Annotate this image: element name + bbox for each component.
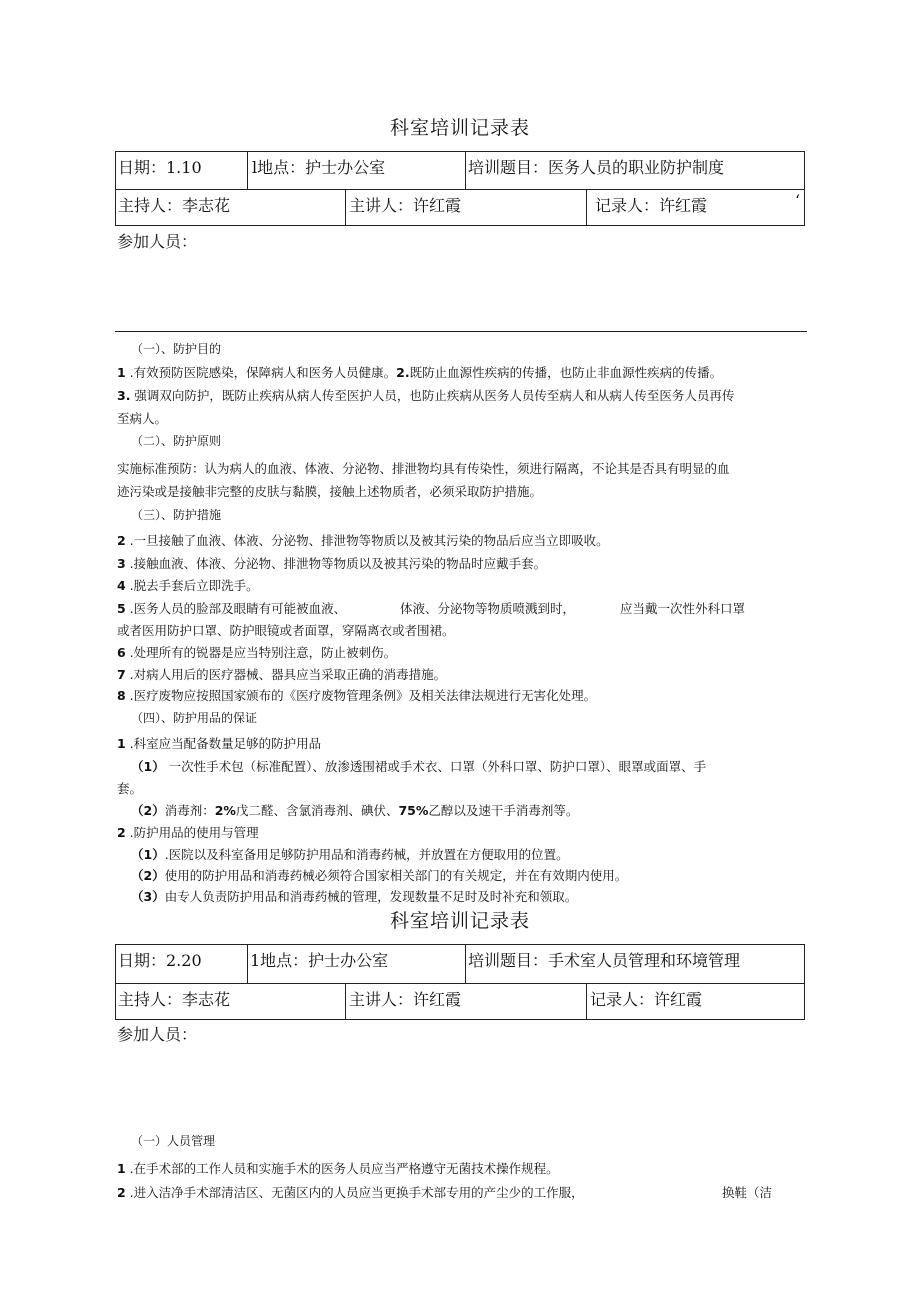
section-heading: （一）、防护目的 — [131, 342, 222, 356]
list-item: 1 .科室应当配备数量足够的防护用品 — [117, 736, 322, 751]
record1-host: 主持人：李志花 — [118, 196, 231, 215]
record2-participants: 参加人员： — [117, 1025, 198, 1044]
record2-recorder: 记录人：许红霞 — [590, 990, 703, 1009]
list-item: 或者医用防护口罩、防护眼镜或者面罩，穿隔离衣或者围裙。 — [117, 623, 455, 638]
list-item: 4 .脱去手套后立即洗手。 — [117, 578, 259, 593]
record2-topic: 培训题目：手术室人员管理和环境管理 — [468, 951, 741, 970]
record1-mark: ‘ — [795, 191, 801, 210]
section-heading: （四）、防护用品的保证 — [131, 711, 258, 725]
record2-location: 1地点：护士办公室 — [250, 951, 389, 970]
list-item: （2）使用的防护用品和消毒药械必须符合国家相关部门的有关规定，并在有效期内使用。 — [131, 868, 628, 883]
list-item: 1 .在手术部的工作人员和实施手术的医务人员应当严格遵守无菌技术操作规程。 — [117, 1161, 559, 1176]
list-item: （3）由专人负责防护用品和消毒药械的管理，发现数量不足时及时补充和领取。 — [131, 889, 578, 904]
record1-speaker: 主讲人：许红霞 — [349, 196, 462, 215]
record1-topic: 培训题目：医务人员的职业防护制度 — [468, 158, 725, 177]
section-heading: （二）、防护原则 — [131, 434, 222, 448]
record1-title: 科室培训记录表 — [390, 117, 531, 139]
list-item: 5 .医务人员的脸部及眼睛有可能被血液、 — [117, 601, 347, 616]
record1-participants: 参加人员： — [117, 232, 198, 251]
divider — [115, 331, 807, 332]
list-item: 8 .医疗废物应按照国家颁布的《医疗废物管理条例》及相关法律法规进行无害化处理。 — [117, 688, 597, 703]
list-item-cont: 应当戴一次性外科口罩 — [620, 601, 746, 616]
list-item: 2 .一旦接触了血液、体液、分泌物、排泄物等物质以及被其污染的物品后应当立即吸收。 — [117, 533, 609, 548]
list-item: 2 .防护用品的使用与管理 — [117, 825, 259, 840]
record2-title: 科室培训记录表 — [390, 910, 531, 932]
list-item: （1）.医院以及科室备用足够防护用品和消毒药械，并放置在方便取用的位置。 — [131, 847, 569, 862]
record2-date: 日期：2.20 — [118, 951, 202, 970]
section-heading: （一）人员管理 — [131, 1134, 216, 1148]
list-item: 套。 — [117, 781, 143, 796]
list-item: （2）消毒剂：2%戊二醛、含氯消毒剂、碘伏、75%乙醇以及速干手消毒剂等。 — [131, 803, 579, 818]
list-item-cont: 体液、分泌物等物质喷溅到时， — [400, 601, 576, 616]
list-item: 2 .进入洁净手术部清洁区、无菌区内的人员应当更换手术部专用的产尘少的工作服， — [117, 1185, 584, 1200]
list-item: 3. 强调双向防护，既防止疾病从病人传至医护人员，也防止疾病从医务人员传至病人和从病人传至医务人员再传 — [117, 388, 735, 403]
list-item: 7 .对病人用后的医疗器械、器具应当采取正确的消毒措施。 — [117, 667, 447, 682]
list-item: 6 .处理所有的锐器是应当特别注意，防止被刺伤。 — [117, 645, 397, 660]
paragraph-line: 实施标准预防：认为病人的血液、体液、分泌物、排泄物均具有传染性，须进行隔离，不论其是否具有明显的血 — [117, 461, 730, 476]
record1-recorder: 记录人：许红霞 — [595, 196, 708, 215]
record1-date: 日期：1.10 — [118, 158, 202, 177]
list-item: 3 .接触血液、体液、分泌物、排泄物等物质以及被其污染的物品时应戴手套。 — [117, 556, 547, 571]
section-heading: （三）、防护措施 — [131, 508, 222, 522]
list-item: 1 .有效预防医院感染，保障病人和医务人员健康。2.既防止血源性疾病的传播，也防止非血源性疾病的传播。 — [117, 365, 723, 380]
record1-location: l地点：护士办公室 — [252, 158, 386, 177]
list-item-cont: 换鞋（洁 — [722, 1185, 773, 1200]
list-item: 至病人。 — [117, 411, 168, 426]
paragraph-line: 迹污染或是接触非完整的皮肤与黏膜，接触上述物质者，必须采取防护措施。 — [117, 484, 543, 499]
list-item: （1） 一次性手术包（标准配置）、放渗透围裙或手术衣、口罩（外科口罩、防护口罩）、眼罩或面罩、手 — [131, 759, 707, 774]
record2-host: 主持人：李志花 — [118, 990, 231, 1009]
record2-speaker: 主讲人：许红霞 — [349, 990, 462, 1009]
